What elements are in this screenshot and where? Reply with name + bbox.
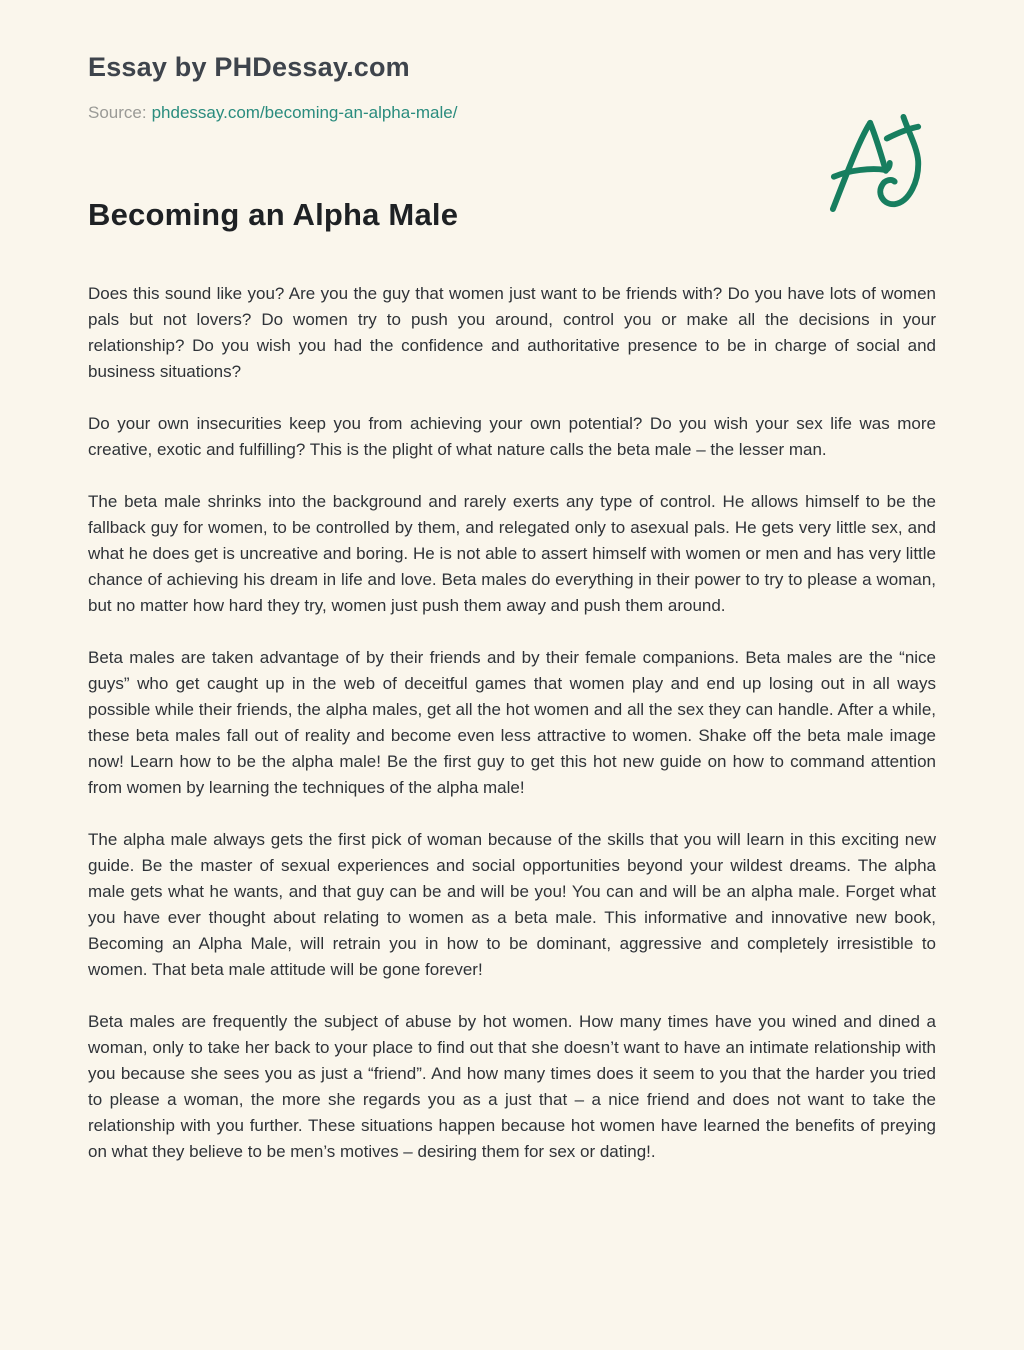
essay-main	[88, 197, 936, 1191]
source-label: Source:	[88, 103, 147, 122]
header-title: Essay by PHDessay.com	[88, 52, 410, 82]
essay-paragraph-3: The beta male shrinks into the background and rarely exerts any type of control. He allows himself to be the fallback guy for women, to be controlled by them, and relegated only to asexual pals. He gets very little sex, and what he does get is uncreative and boring. He is not able to assert himself with women or men and has very little chance of achieving his dream in life and love. Beta males do everything in their power to try to please a woman, but no matter how hard they try, women just push them away and push them around.	[88, 492, 936, 615]
essay-paragraph-6: Beta males are frequently the subject of abuse by hot women. How many times have you wined and dined a woman, only to take her back to your place to find out that she doesn’t want to have an intimate relationship with you because she sees you as just a “friend”. And how many times does it seem to you that the harder you tried to please a woman, the more she regards you as a just that – a nice friend and does not want to take the relationship with you further. These situations happen because hot women have learned the benefits of preying on what they believe to be men’s motives – desiring them for sex or dating!.	[88, 1012, 936, 1161]
source-link[interactable]: phdessay.com/becoming-an-alpha-male/	[151, 103, 458, 122]
essay-paragraph-1: Does this sound like you? Are you the guy that women just want to be friends with? Do you have lots of women pals but not lovers? Do women try to push you around, control you or make all the decisions in your relationship? Do you wish you had the confidence and authoritative presence to be in charge of social and business situations?	[88, 284, 936, 381]
essay-body	[88, 281, 936, 1191]
essay-paragraph-5: The alpha male always gets the first pick of woman because of the skills that you will learn in this exciting new guide. Be the master of sexual experiences and social opportunities beyond your wildest dreams. The alpha male gets what he wants, and that guy can be and will be you! You can and will be an alpha male. Forget what you have ever thought about relating to women as a beta male. This informative and innovative new book, Becoming an Alpha Male, will retrain you in how to be dominant, aggressive and completely irresistible to women. That beta male attitude will be gone forever!	[88, 830, 936, 979]
essay-title: Becoming an Alpha Male	[88, 197, 459, 232]
essay-page	[0, 52, 1024, 1350]
essay-paragraph-2: Do your own insecurities keep you from achieving your own potential? Do you wish your sex life was more creative, exotic and fulfilling? This is the plight of what nature calls the beta male – the lesser man.	[88, 414, 936, 459]
source-line	[88, 103, 936, 123]
phdessay-logo	[826, 114, 928, 212]
essay-paragraph-4: Beta males are taken advantage of by their friends and by their female companions. Beta males are the “nice guys” who get caught up in the web of deceitful games that women play and end up losing out in all ways possible while their friends, the alpha males, get all the hot women and all the sex they can handle. After a while, these beta males fall out of reality and become even less attractive to women. Shake off the beta male image now! Learn how to be the alpha male! Be the first guy to get this hot new guide on how to command attention from women by learning the techniques of the alpha male!	[88, 648, 936, 797]
page-header	[88, 52, 936, 123]
a-plus-logo-icon	[826, 114, 928, 212]
